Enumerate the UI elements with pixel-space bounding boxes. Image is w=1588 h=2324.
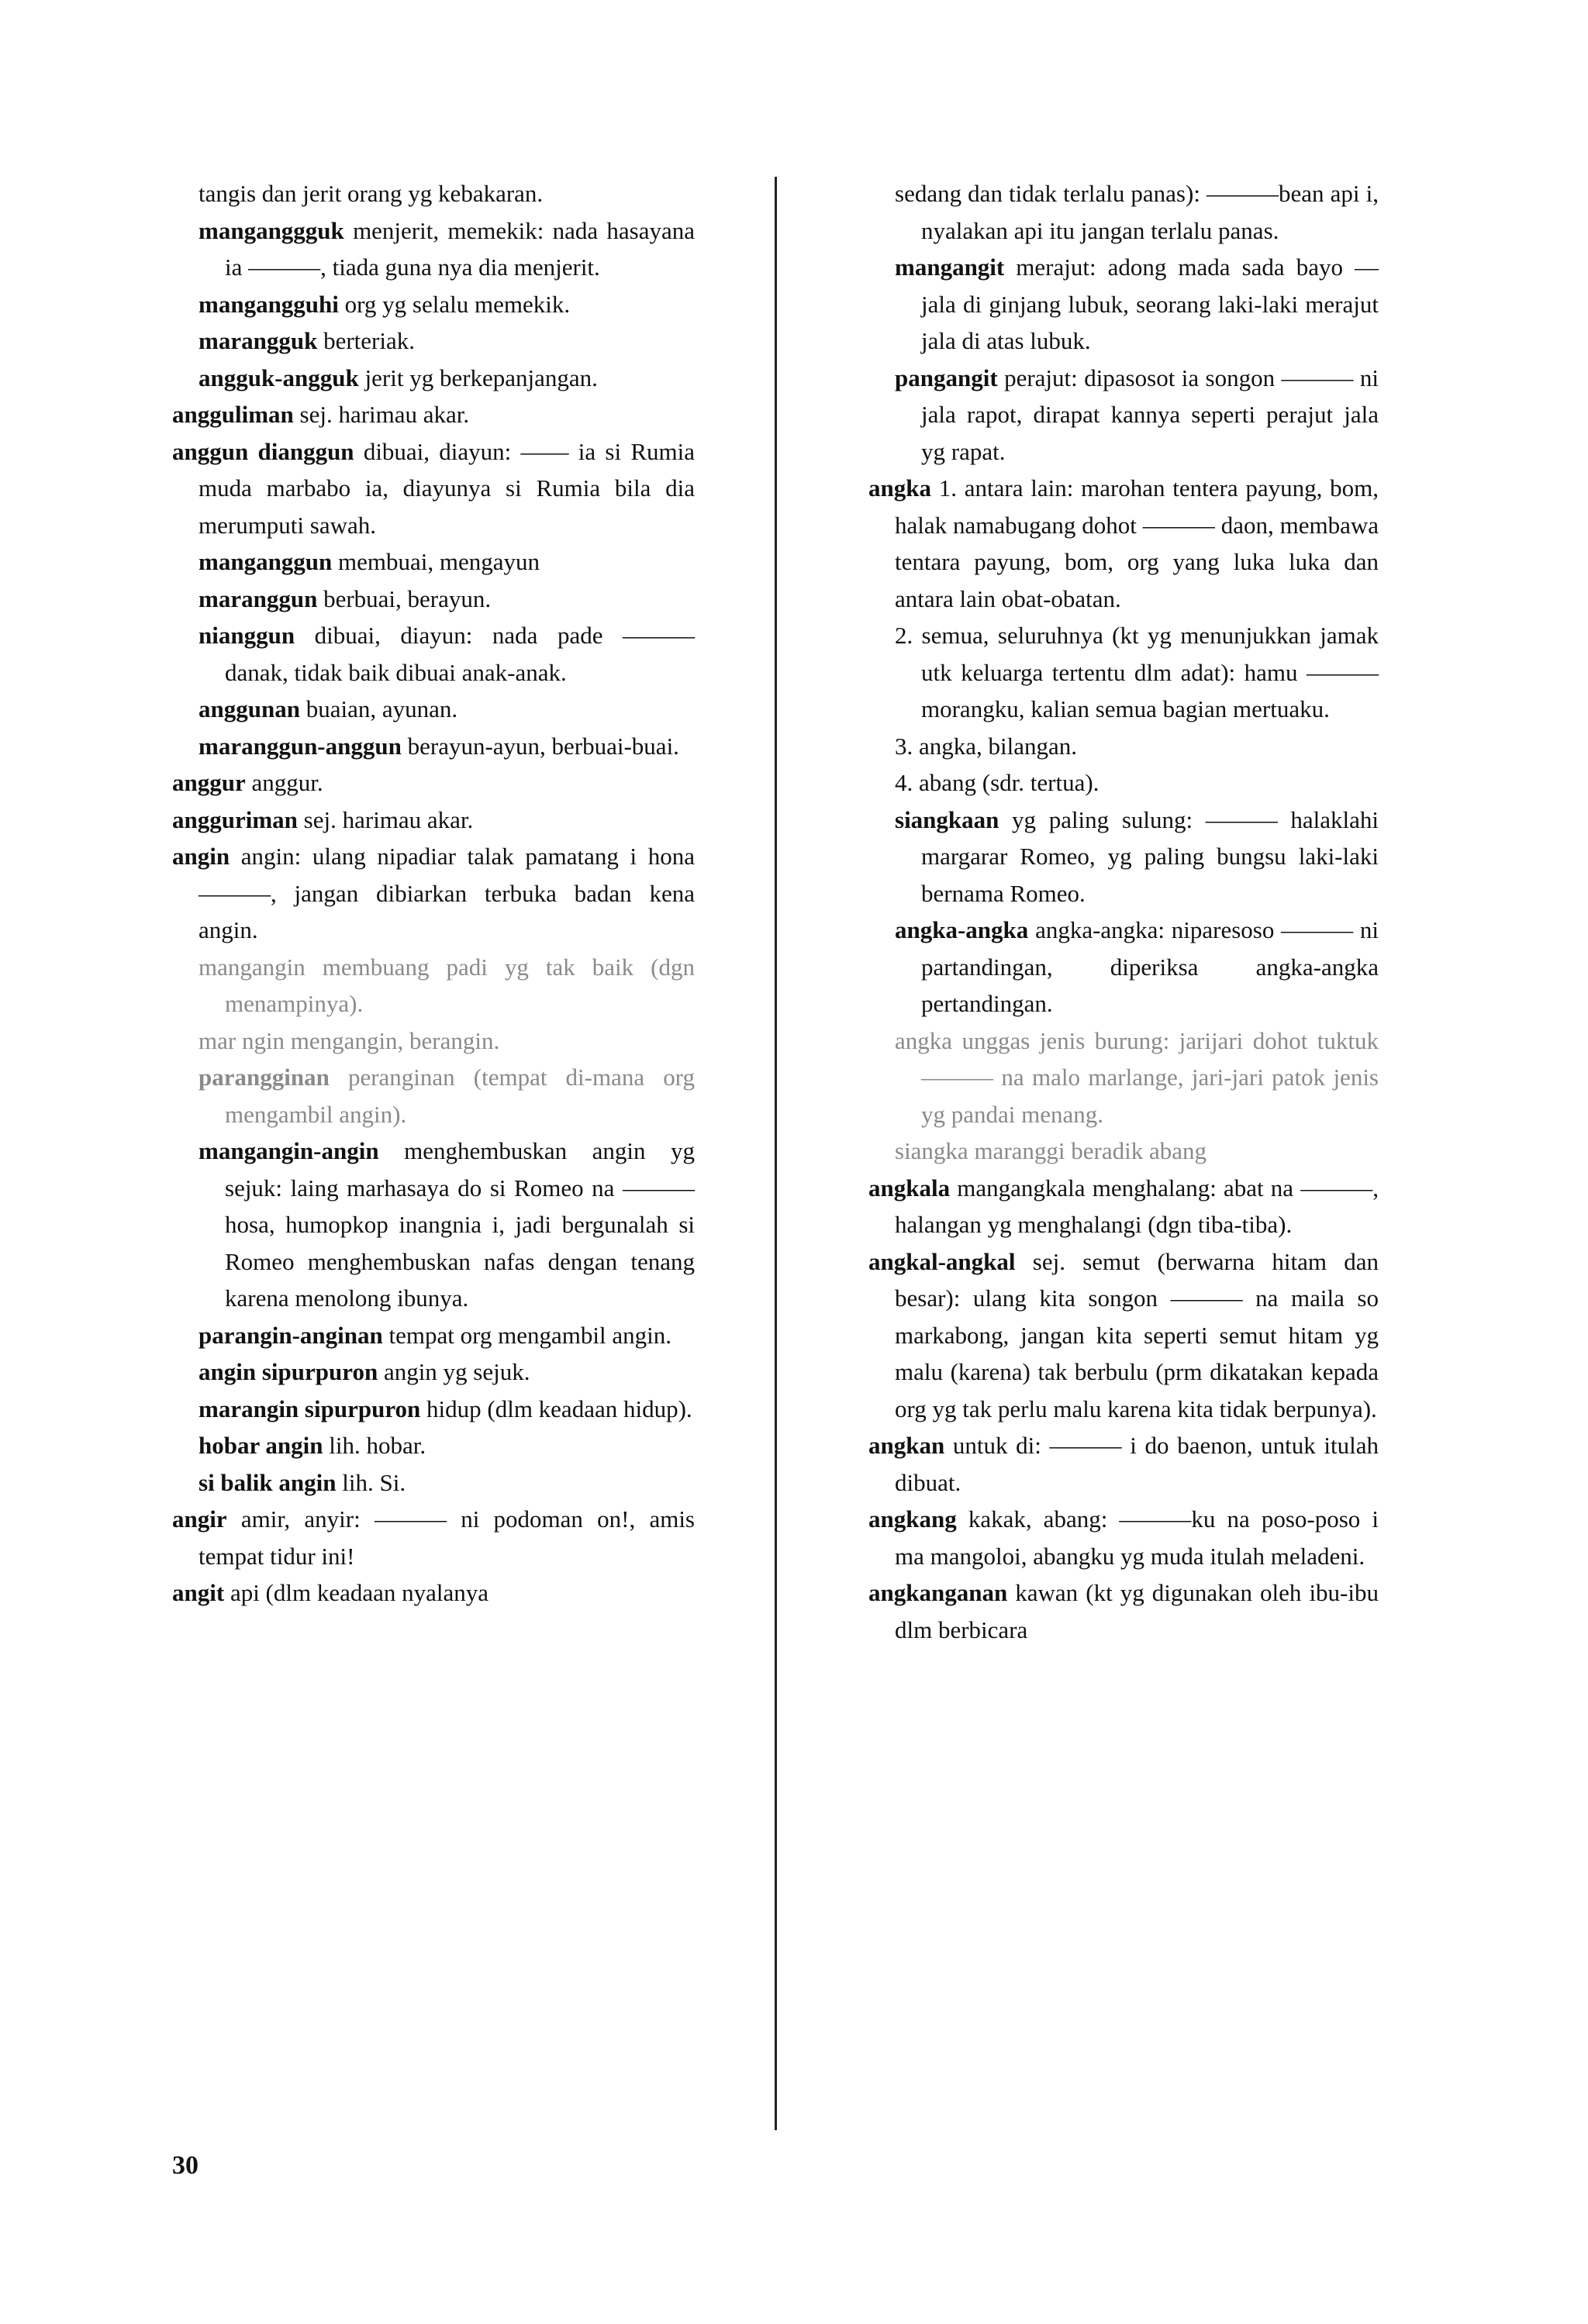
entry-definition: sej. harimau akar. xyxy=(299,401,470,428)
dictionary-entry xyxy=(172,1353,695,1391)
entry-headword: manganggguk xyxy=(198,216,344,244)
entry-headword: anggunan xyxy=(198,695,300,722)
dictionary-entry xyxy=(172,175,695,212)
entry-definition: menjerit, memekik: nada hasayana ia ———, tiada guna nya dia menjerit. xyxy=(225,216,695,281)
entry-headword: hobar angin xyxy=(198,1432,323,1459)
entry-headword: parangin-anginan xyxy=(198,1321,383,1349)
entry-headword: mangangguhi xyxy=(198,290,339,318)
entry-definition: dibuai, diayun: —— ia si Rumia muda marbabo ia, diayunya si Rumia bila dia merumputi sawah. xyxy=(198,437,695,539)
dictionary-entry xyxy=(868,470,1379,617)
left-column xyxy=(172,175,695,1612)
dictionary-entry xyxy=(868,912,1379,1022)
entry-headword: anggur xyxy=(172,769,246,796)
entry-definition: dibuai, diayun: nada pade ——— danak, tidak baik dibuai anak-anak. xyxy=(225,622,695,686)
entry-headword: angin sipurpuron xyxy=(198,1358,378,1385)
entry-definition: org yg selalu memekik. xyxy=(344,290,571,318)
dictionary-entry xyxy=(172,286,695,323)
right-column xyxy=(868,175,1379,1648)
entry-headword: manganggun xyxy=(198,548,333,575)
entry-headword: angka-angka xyxy=(895,916,1029,943)
entry-definition: api (dlm keadaan nyalanya xyxy=(230,1579,489,1606)
dictionary-entry xyxy=(172,1059,695,1133)
entry-headword: angkala xyxy=(868,1174,951,1202)
entry-headword: marangguk xyxy=(198,327,318,354)
entry-headword: angit xyxy=(172,1579,225,1606)
dictionary-entry xyxy=(868,1133,1379,1170)
entry-definition: sedang dan tidak terlalu panas): ———bean api i, nyalakan api itu jangan terlalu panas. xyxy=(895,180,1379,244)
entry-definition: mangangin membuang padi yg tak baik (dgn menampinya). xyxy=(198,953,695,1017)
dictionary-entry xyxy=(172,949,695,1022)
dictionary-entry xyxy=(172,802,695,839)
dictionary-entry xyxy=(172,396,695,433)
entry-definition: yg paling sulung: ——— halaklahi margarar Romeo, yg paling bungsu laki-laki bernama Romeo. xyxy=(921,805,1379,907)
entry-definition: mangangkala menghalang: abat na ———, halangan yg menghalangi (dgn tiba-tiba). xyxy=(895,1174,1379,1238)
dictionary-entry xyxy=(172,360,695,397)
dictionary-entry xyxy=(172,764,695,802)
entry-definition: amir, anyir: ——— ni podoman on!, amis tempat tidur ini! xyxy=(198,1505,695,1570)
dictionary-entry xyxy=(172,1317,695,1354)
dictionary-entry xyxy=(868,1427,1379,1501)
entry-definition: lih. hobar. xyxy=(329,1432,426,1459)
entry-definition: lih. Si. xyxy=(342,1468,406,1496)
dictionary-entry xyxy=(868,1022,1379,1133)
entry-headword: anggun dianggun xyxy=(172,437,354,465)
entry-headword: parangginan xyxy=(198,1064,330,1091)
entry-headword: angkal-angkal xyxy=(868,1247,1016,1275)
dictionary-entry xyxy=(172,1133,695,1317)
dictionary-entry xyxy=(172,617,695,691)
entry-definition: sej. semut (berwarna hitam dan besar): ulang kita songon ——— na maila so markabong, jangan kita seperti semut hitam yg malu (karena) tak berbulu (prm dikatakan kepada org yg tak perlu malu karena kita tidak berpunya). xyxy=(895,1247,1379,1422)
entry-definition: kawan (kt yg digunakan oleh ibu-ibu dlm berbicara xyxy=(895,1579,1379,1643)
entry-headword: angguk-angguk xyxy=(198,364,359,391)
entry-definition: perajut: dipasosot ia songon ——— ni jala rapot, dirapat kannya seperti perajut jala yg rapat. xyxy=(921,364,1379,465)
entry-definition: mar ngin mengangin, berangin. xyxy=(198,1026,500,1054)
dictionary-entry xyxy=(172,1501,695,1574)
dictionary-entry xyxy=(868,249,1379,360)
entry-headword: angkang xyxy=(868,1505,957,1533)
entry-definition: angka unggas jenis burung: jarijari dohot tuktuk ——— na malo marlange, jari-jari patok jenis yg pandai menang. xyxy=(895,1026,1379,1128)
dictionary-entry xyxy=(868,764,1379,802)
entry-definition: jerit yg berkepanjangan. xyxy=(364,364,598,391)
entry-definition: merajut: adong mada sada bayo — jala di ginjang lubuk, seorang laki-laki merajut jala di atas lubuk. xyxy=(921,253,1379,354)
dictionary-entry xyxy=(868,802,1379,912)
entry-definition: angin: ulang nipadiar talak pamatang i hona ———, jangan dibiarkan terbuka badan kena angin. xyxy=(198,843,696,943)
entry-definition: 4. abang (sdr. tertua). xyxy=(895,769,1100,796)
entry-definition: membuai, mengayun xyxy=(338,548,540,575)
entry-headword: angkan xyxy=(868,1432,945,1459)
dictionary-entry xyxy=(868,1243,1379,1428)
dictionary-entry xyxy=(172,691,695,728)
entry-definition: siangka maranggi beradik abang xyxy=(895,1137,1207,1164)
entry-definition: tangis dan jerit orang yg kebakaran. xyxy=(198,180,544,207)
dictionary-entry xyxy=(172,1574,695,1612)
dictionary-entry xyxy=(868,1501,1379,1574)
entry-definition: berayun-ayun, berbuai-buai. xyxy=(407,732,679,760)
dictionary-entry xyxy=(868,617,1379,728)
entry-definition: peranginan (tempat di-mana org mengambil angin). xyxy=(225,1064,695,1128)
entry-definition: 3. angka, bilangan. xyxy=(895,732,1078,760)
dictionary-entry xyxy=(172,1022,695,1060)
entry-definition: sej. harimau akar. xyxy=(303,805,474,833)
entry-headword: pangangit xyxy=(895,364,998,391)
dictionary-entry xyxy=(172,1464,695,1502)
dictionary-entry xyxy=(868,1574,1379,1648)
dictionary-entry xyxy=(172,581,695,618)
entry-definition: hidup (dlm keadaan hidup). xyxy=(426,1395,692,1422)
dictionary-entry xyxy=(868,728,1379,765)
column-divider xyxy=(775,177,777,2130)
dictionary-entry xyxy=(868,360,1379,471)
entry-headword: siangkaan xyxy=(895,805,999,833)
entry-definition: buaian, ayunan. xyxy=(306,695,458,722)
entry-definition: untuk di: ——— i do baenon, untuk itulah dibuat. xyxy=(895,1432,1379,1496)
entry-definition: angin yg sejuk. xyxy=(383,1358,530,1385)
dictionary-entry xyxy=(172,838,695,949)
entry-headword: angkanganan xyxy=(868,1579,1008,1606)
entry-headword: angguriman xyxy=(172,805,298,833)
entry-definition: tempat org mengambil angin. xyxy=(388,1321,671,1349)
dictionary-entry xyxy=(172,543,695,581)
entry-headword: si balik angin xyxy=(198,1468,337,1496)
entry-definition: kakak, abang: ———ku na poso-poso i ma mangoloi, abangku yg muda itulah meladeni. xyxy=(895,1505,1379,1570)
page-number: 30 xyxy=(172,2151,198,2180)
dictionary-entry xyxy=(172,433,695,544)
dictionary-entry xyxy=(172,322,695,360)
dictionary-entry xyxy=(172,212,695,286)
entry-definition: angka-angka: niparesoso ——— ni partandingan, diperiksa angka-angka pertandingan. xyxy=(921,916,1379,1017)
entry-definition: berteriak. xyxy=(323,327,415,354)
entry-definition: menghembuskan angin yg sejuk: laing marhasaya do si Romeo na ——— hosa, humopkop inangnia i, jadi bergunalah si Romeo menghembuskan nafas dengan tenang karena menolong ibunya. xyxy=(225,1137,695,1312)
entry-headword: angin xyxy=(172,843,230,870)
dictionary-entry xyxy=(172,1391,695,1428)
entry-definition: anggur. xyxy=(251,769,323,796)
entry-definition: berbuai, berayun. xyxy=(323,584,492,612)
entry-headword: maranggun-anggun xyxy=(198,732,402,760)
entry-headword: mangangit xyxy=(895,253,1005,281)
dictionary-entry xyxy=(868,1170,1379,1243)
entry-definition: 2. semua, seluruhnya (kt yg menunjukkan jamak utk keluarga tertentu dlm adat): hamu ——— morangku, kalian semua bagian mertuaku. xyxy=(895,622,1379,722)
dictionary-entry xyxy=(172,1427,695,1464)
entry-headword: angka xyxy=(868,474,931,502)
entry-definition: 1. antara lain: marohan tentera payung, bom, halak namabugang dohot ——— daon, membawa tentara payung, bom, org yang luka luka dan antara lain obat-obatan. xyxy=(895,474,1379,612)
entry-headword: angir xyxy=(172,1505,227,1533)
entry-headword: marangin sipurpuron xyxy=(198,1395,421,1422)
entry-headword: mangangin-angin xyxy=(198,1137,379,1164)
entry-headword: nianggun xyxy=(198,622,295,649)
dictionary-entry xyxy=(868,175,1379,249)
entry-headword: angguliman xyxy=(172,401,294,428)
dictionary-entry xyxy=(172,728,695,765)
entry-headword: maranggun xyxy=(198,584,318,612)
